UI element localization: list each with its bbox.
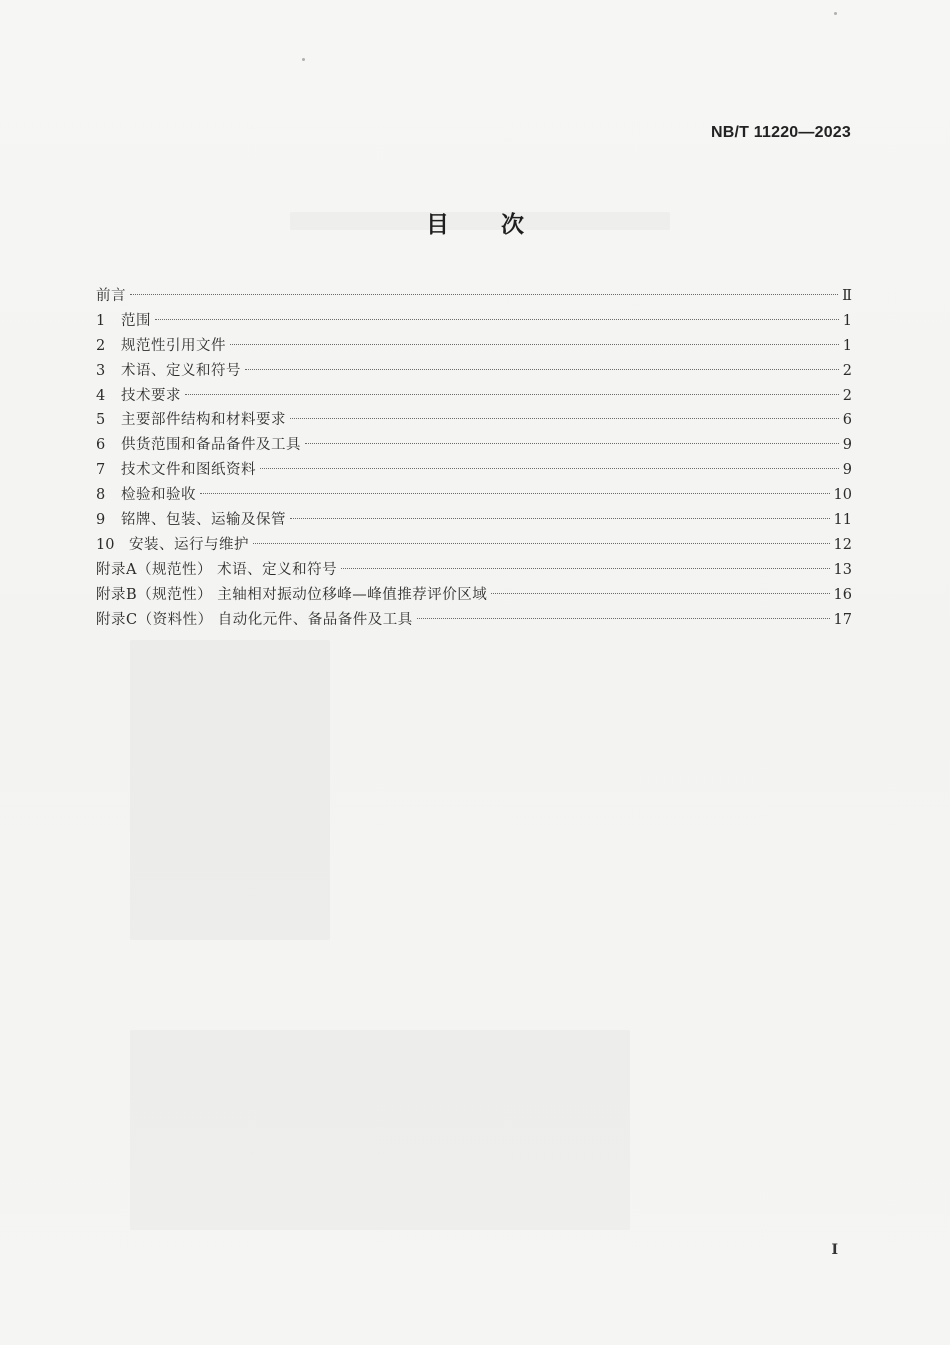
toc-entry-1[interactable] [96, 309, 852, 334]
toc-entry-number: 8 [96, 487, 106, 504]
toc-entry-page: 13 [833, 561, 852, 578]
toc-entry-6[interactable] [96, 433, 852, 458]
toc-entry-page: 1 [842, 337, 852, 354]
toc-entry-label: 主要部件结构和材料要求 [121, 412, 286, 429]
toc-leader-dots [155, 319, 839, 320]
page-title: 目次 [426, 212, 576, 238]
toc-leader-dots [230, 344, 839, 345]
toc-entry-number: 3 [96, 362, 106, 379]
toc-leader-dots [341, 568, 829, 569]
toc-entry-page: 6 [842, 412, 852, 429]
toc-entry-10[interactable] [96, 533, 852, 558]
toc-entry-number: 9 [96, 512, 106, 529]
page-number: I [831, 1242, 838, 1258]
toc-entry-page: 9 [842, 437, 852, 454]
toc-entry-8[interactable] [96, 483, 852, 508]
toc-entry-label: 附录A（规范性） 术语、定义和符号 [96, 561, 338, 578]
toc-entry-page: 11 [833, 512, 852, 529]
toc-entry-page: 2 [842, 387, 852, 404]
toc-entry-page: 9 [842, 462, 852, 479]
toc-entry-9[interactable] [96, 508, 852, 533]
bleed-through-shadow [130, 640, 330, 940]
toc-entry-label: 安装、运行与维护 [129, 536, 249, 553]
toc-entry-number: 4 [96, 387, 106, 404]
toc-entry-page: 1 [842, 312, 852, 329]
toc-leader-dots [260, 468, 839, 469]
toc-entry-page: 16 [833, 586, 852, 603]
table-of-contents [96, 284, 852, 632]
toc-entry-page: 12 [833, 536, 852, 553]
toc-entry-label: 规范性引用文件 [121, 337, 226, 354]
toc-entry-label: 铭牌、包装、运输及保管 [121, 512, 286, 529]
document-code: NB/T 11220—2023 [711, 124, 851, 141]
toc-entry-appendix-a[interactable] [96, 558, 852, 583]
toc-leader-dots [491, 593, 829, 594]
toc-entry-page: 2 [842, 362, 852, 379]
toc-entry-number: 5 [96, 412, 106, 429]
toc-entry-label: 附录B（规范性） 主轴相对振动位移峰—峰值推荐评价区域 [96, 586, 488, 603]
toc-entry-foreword[interactable] [96, 284, 852, 309]
toc-entry-label: 供货范围和备品备件及工具 [121, 437, 301, 454]
toc-entry-label: 技术文件和图纸资料 [121, 462, 256, 479]
scan-speck [834, 12, 837, 15]
toc-leader-dots [130, 294, 838, 295]
toc-leader-dots [200, 493, 830, 494]
toc-entry-label: 前言 [96, 288, 126, 304]
toc-entry-number: 1 [96, 312, 106, 329]
toc-entry-number: 10 [96, 536, 115, 553]
toc-entry-4[interactable] [96, 384, 852, 409]
scan-speck [302, 58, 305, 61]
toc-entry-page: Ⅱ [842, 288, 852, 304]
toc-entry-page: 17 [833, 611, 852, 628]
toc-entry-appendix-b[interactable] [96, 583, 852, 608]
toc-entry-number: 2 [96, 337, 106, 354]
toc-entry-5[interactable] [96, 408, 852, 433]
toc-entry-7[interactable] [96, 458, 852, 483]
toc-leader-dots [290, 518, 830, 519]
toc-leader-dots [185, 394, 839, 395]
toc-entry-label: 检验和验收 [121, 487, 196, 504]
bleed-through-shadow [130, 1030, 630, 1230]
toc-entry-number: 7 [96, 462, 106, 479]
toc-entry-label: 技术要求 [121, 387, 181, 404]
toc-leader-dots [290, 418, 839, 419]
toc-entry-2[interactable] [96, 334, 852, 359]
toc-entry-label: 术语、定义和符号 [121, 362, 241, 379]
toc-leader-dots [305, 443, 839, 444]
toc-entry-label: 范围 [121, 312, 151, 329]
toc-entry-3[interactable] [96, 359, 852, 384]
toc-entry-page: 10 [833, 487, 852, 504]
toc-entry-label: 附录C（资料性） 自动化元件、备品备件及工具 [96, 611, 413, 628]
toc-entry-number: 6 [96, 437, 106, 454]
toc-leader-dots [245, 369, 839, 370]
toc-entry-appendix-c[interactable] [96, 608, 852, 633]
toc-leader-dots [253, 543, 830, 544]
toc-leader-dots [417, 618, 830, 619]
